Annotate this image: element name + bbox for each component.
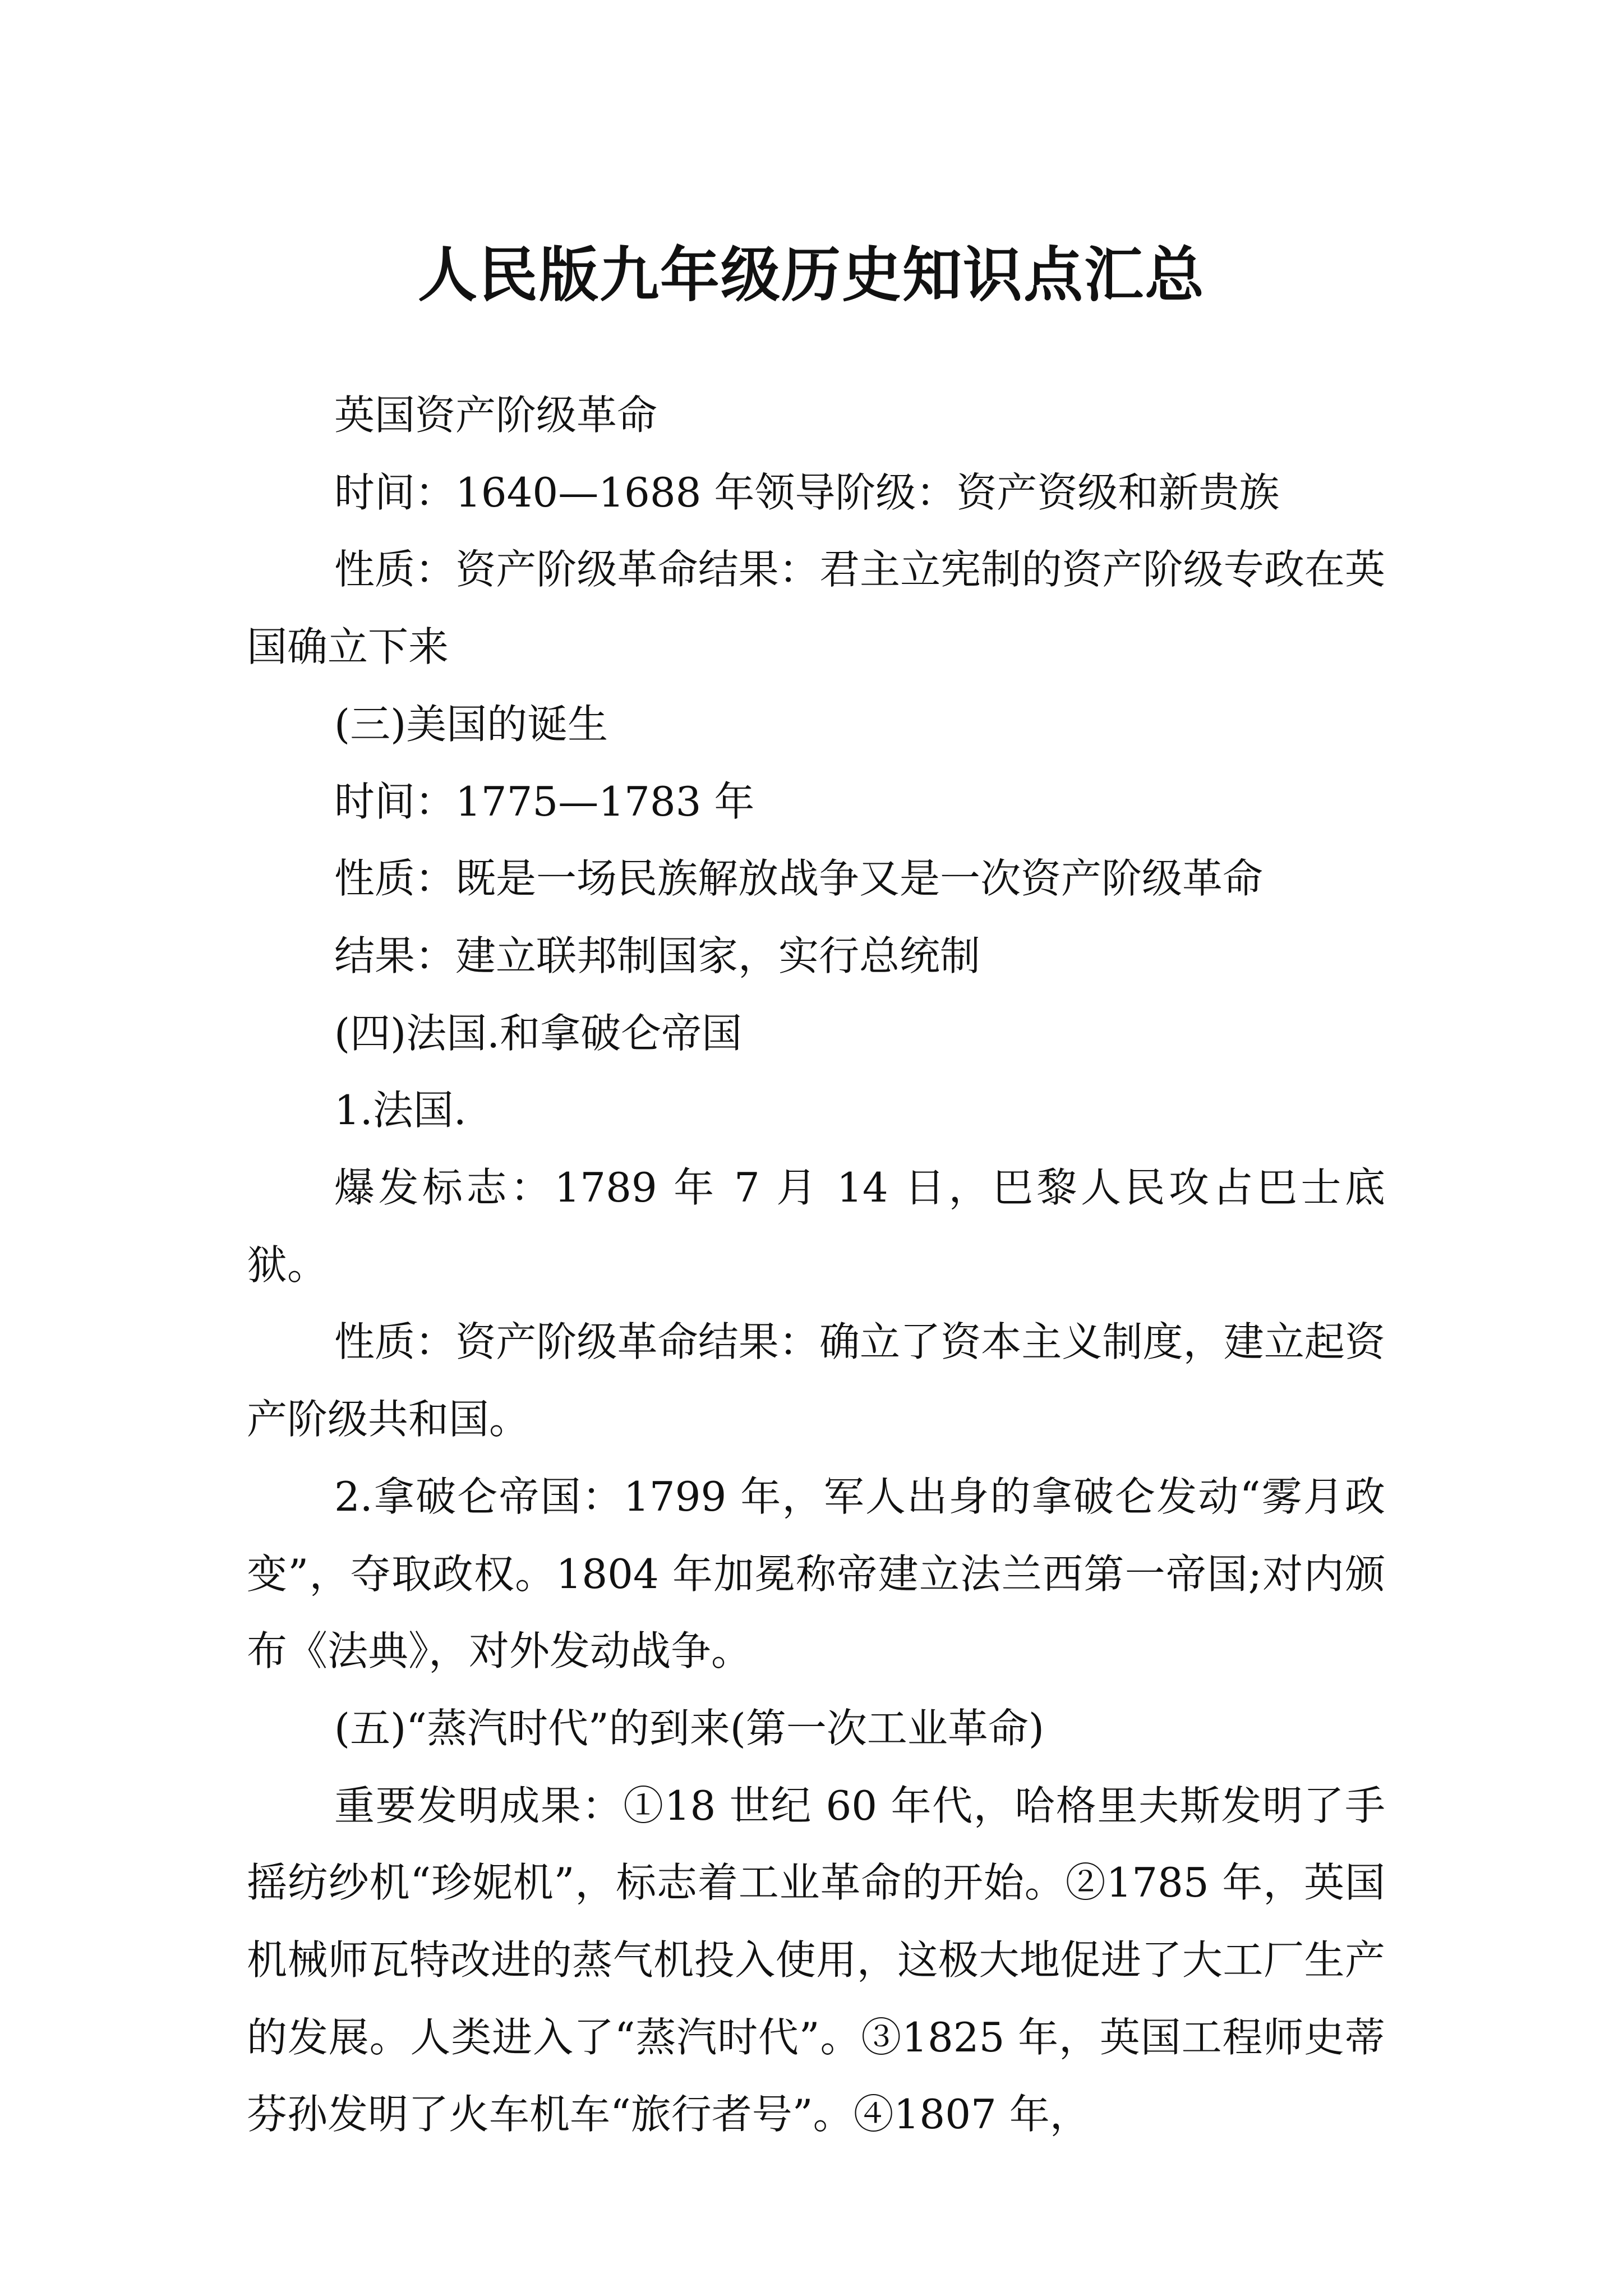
paragraph-american-result: 结果：建立联邦制国家，实行总统制 (334, 932, 981, 979)
section-heading-steam-age: (五)“蒸汽时代”的到来(第一次工业革命) (334, 1704, 1044, 1752)
section-heading-american-birth: (三)美国的诞生 (334, 700, 608, 748)
paragraph-american-nature: 性质：既是一场民族解放战争又是一次资产阶级革命 (334, 855, 1264, 903)
document-title: 人民版九年级历史知识点汇总 (418, 241, 1205, 310)
section-heading-france-napoleon: (四)法国.和拿破仑帝国 (334, 1009, 743, 1057)
document-body (247, 377, 1385, 2154)
paragraph-napoleon-empire: 2.拿破仑帝国：1799 年，军人出身的拿破仑发动“雾月政变”，夺取政权。1804 年加冕称帝建立法兰西第一帝国;对内颁布《法典》，对外发动战争。 (247, 1473, 1385, 1675)
paragraph-american-time: 时间：1775—1783 年 (334, 777, 755, 825)
paragraph-france-outbreak: 爆发标志：1789 年 7 月 14 日，巴黎人民攻占巴士底狱。 (247, 1164, 1385, 1289)
paragraph-steam-inventions: 重要发明成果：①18 世纪 60 年代，哈格里夫斯发明了手摇纺纱机“珍妮机”，标志着工业革命的开始。②1785 年，英国机械师瓦特改进的蒸气机投入使用，这极大地促进了大工厂生产的发展。人类进入了“蒸汽时代”。③1825 年，英国工程师史蒂芬孙发明了火车机车“旅行者号”。④1807 年， (247, 1782, 1385, 2138)
paragraph-british-time-leadership: 时间：1640—1688 年领导阶级：资产资级和新贵族 (334, 468, 1280, 516)
subheading-france: 1.法国. (334, 1087, 467, 1134)
paragraph-british-nature-result: 性质：资产阶级革命结果：君主立宪制的资产阶级专政在英国确立下来 (247, 546, 1385, 671)
section-heading-british-revolution: 英国资产阶级革命 (334, 392, 658, 439)
paragraph-france-nature-result: 性质：资产阶级革命结果：确立了资本主义制度，建立起资产阶级共和国。 (247, 1318, 1385, 1443)
